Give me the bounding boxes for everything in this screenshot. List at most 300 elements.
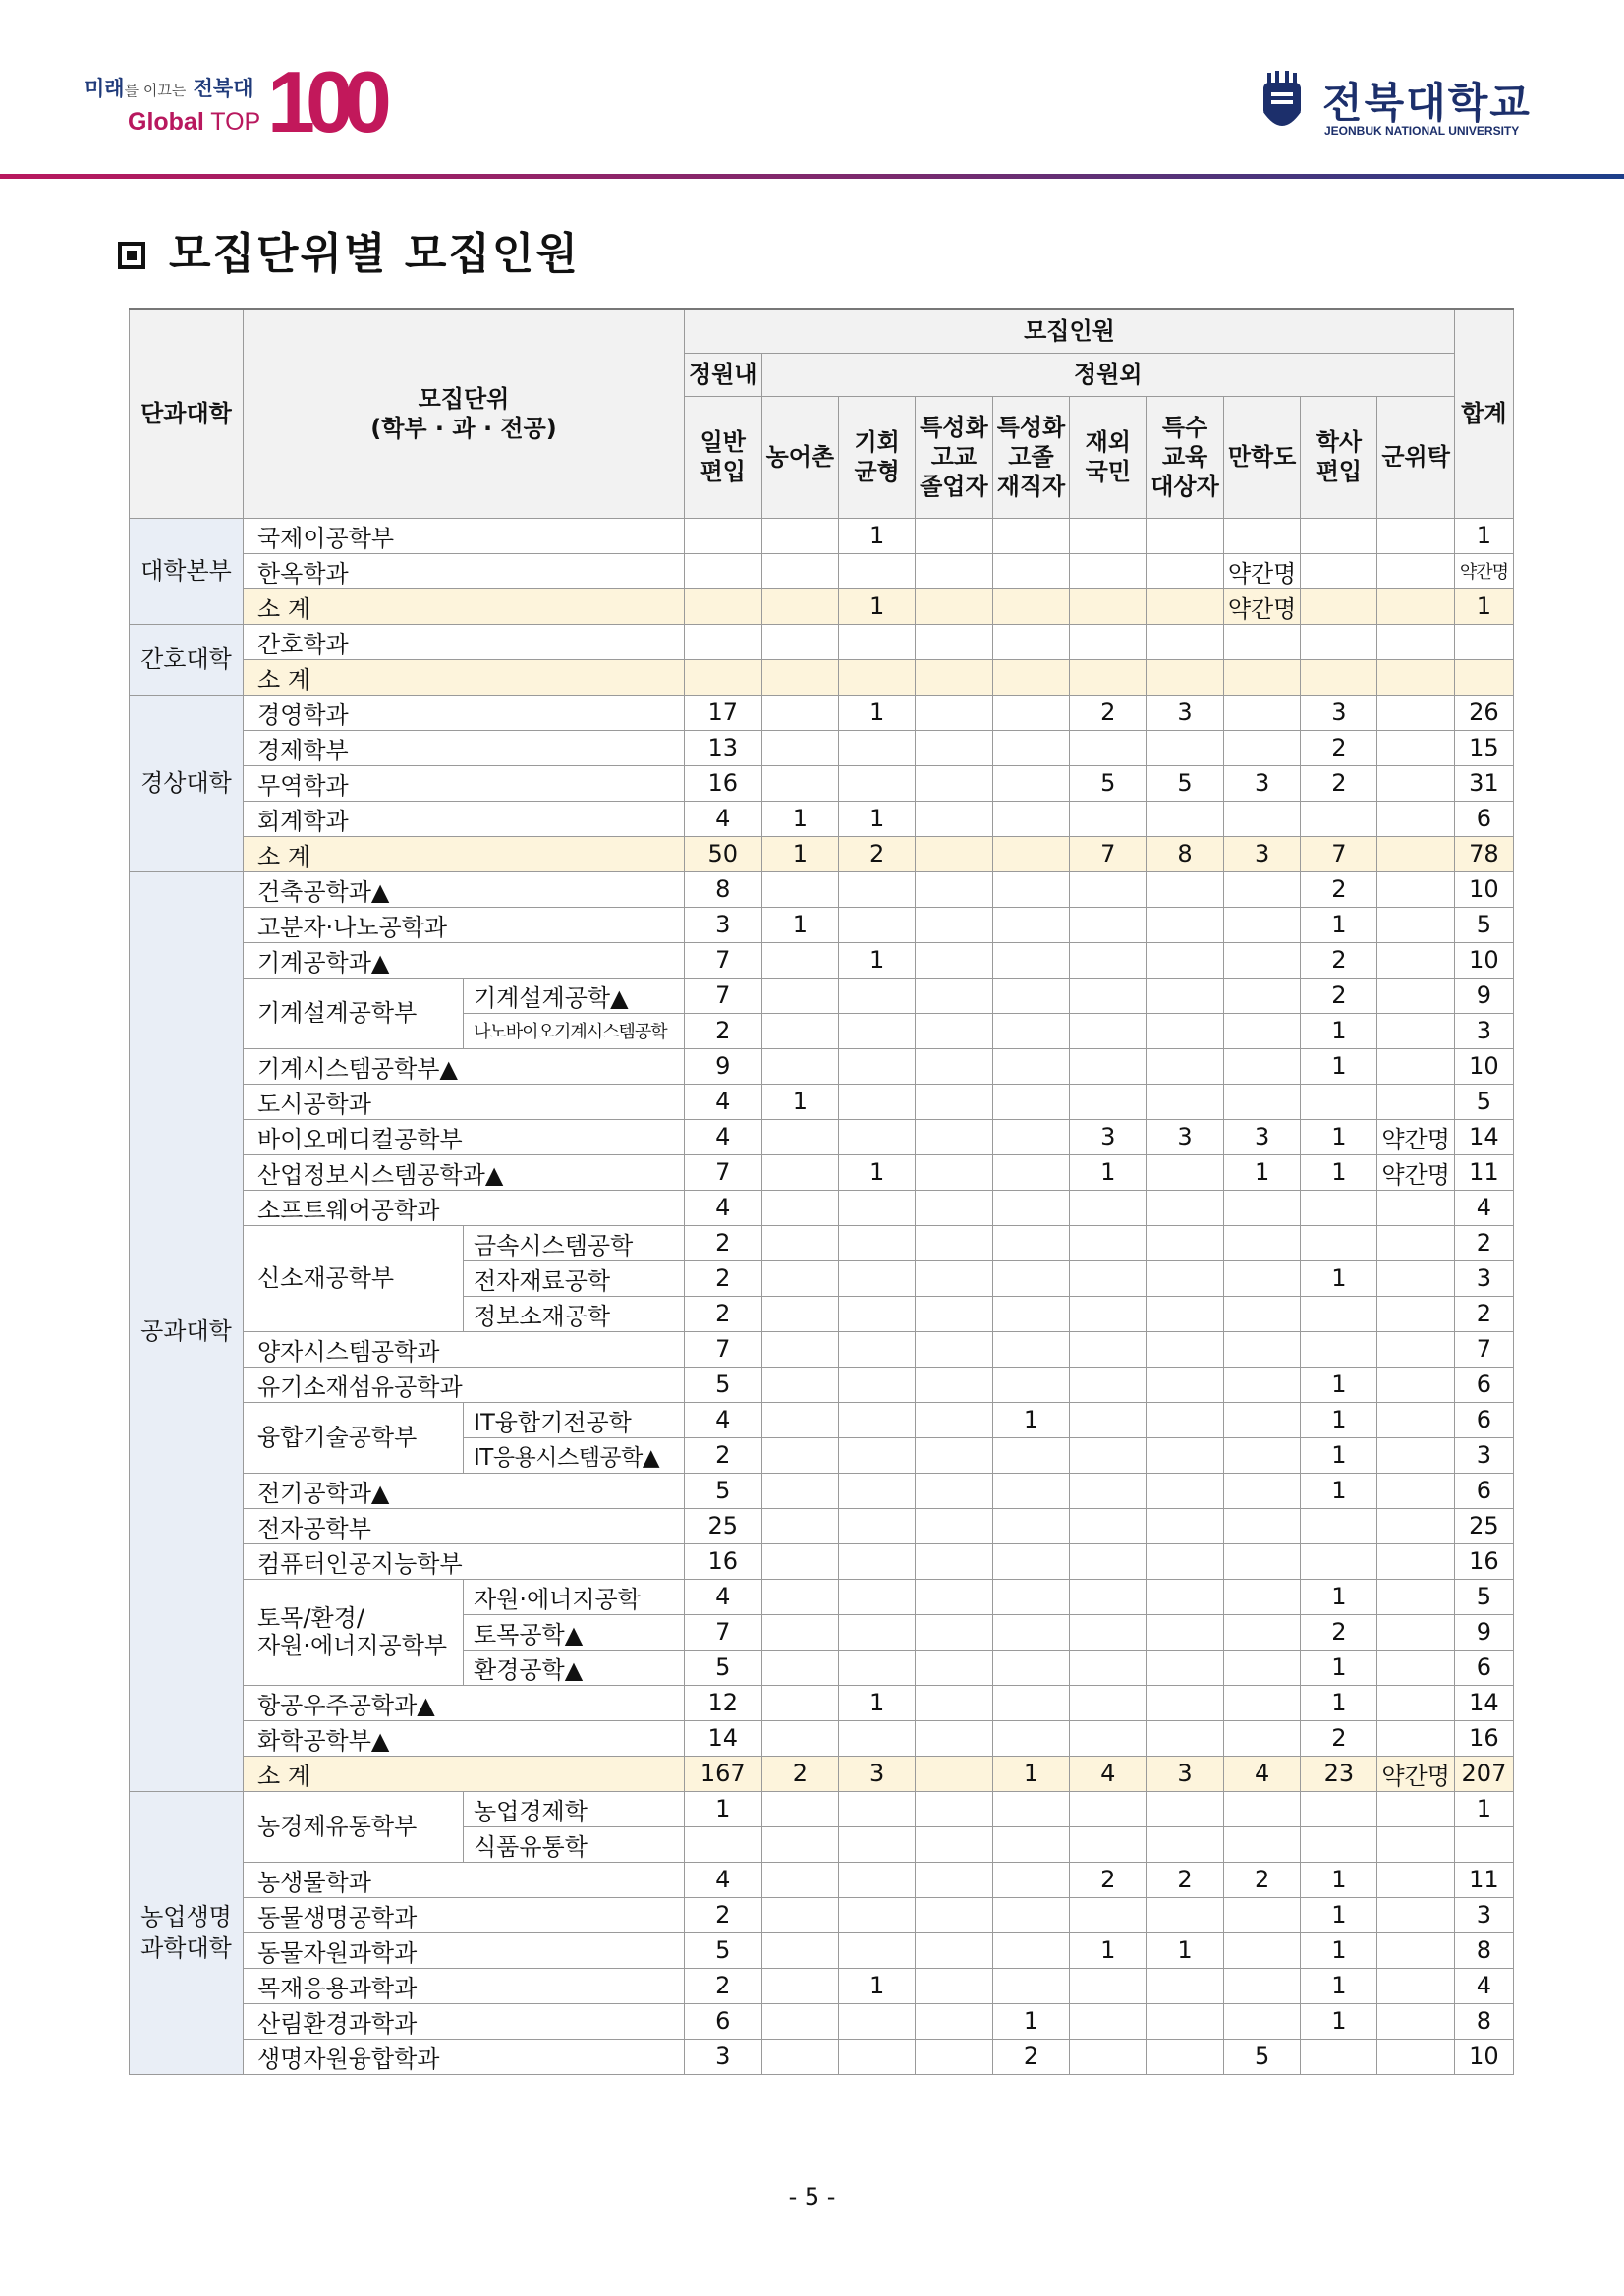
count-cell (839, 1225, 916, 1260)
count-cell (1301, 1225, 1377, 1260)
count-cell (1147, 1473, 1224, 1508)
count-cell (839, 659, 916, 695)
count-cell: 16 (685, 1543, 762, 1579)
count-cell (1301, 588, 1377, 624)
count-cell: 약간명 (1377, 1154, 1455, 1190)
count-cell (1377, 659, 1455, 695)
header-text: 특성화 (920, 414, 988, 441)
count-cell (1147, 518, 1224, 553)
count-cell: 1 (839, 1968, 916, 2003)
count-cell (1147, 1048, 1224, 1084)
count-cell (916, 1119, 993, 1154)
unit-group-cell (244, 1791, 464, 1862)
count-cell: 1 (1070, 1932, 1147, 1968)
count-cell (1147, 730, 1224, 765)
unit-group-cell (244, 1579, 464, 1685)
count-cell (1223, 518, 1301, 553)
count-cell (916, 1154, 993, 1190)
unit-name: 기계시스템공학부▲ (244, 1048, 685, 1084)
count-cell (1377, 1367, 1455, 1402)
count-cell: 3 (1147, 1756, 1224, 1791)
count-cell: 7 (685, 942, 762, 978)
count-cell (761, 1367, 839, 1402)
count-cell: 2 (761, 1756, 839, 1791)
subtotal-row (130, 836, 1514, 871)
count-cell (761, 1154, 839, 1190)
count-cell (916, 1331, 993, 1367)
major-name: 토목공학▲ (464, 1614, 685, 1650)
count-cell: 3 (1223, 1119, 1301, 1154)
count-cell (839, 624, 916, 659)
count-cell: 7 (685, 1614, 762, 1650)
count-cell (1223, 1190, 1301, 1225)
subtotal-row (130, 1756, 1514, 1791)
count-cell: 2 (992, 2039, 1070, 2074)
count-cell (992, 1048, 1070, 1084)
header-text: 재직자 (996, 473, 1066, 500)
count-cell (1377, 871, 1455, 907)
table-row (130, 801, 1514, 836)
count-cell (916, 553, 993, 588)
total-cell: 78 (1454, 836, 1513, 871)
count-cell (839, 907, 916, 942)
unit-name: 화학공학부▲ (244, 1720, 685, 1756)
count-cell: 1 (761, 1084, 839, 1119)
slogan-top-line (84, 73, 252, 102)
count-cell (1147, 1296, 1224, 1331)
count-cell (1147, 1543, 1224, 1579)
count-cell (992, 1897, 1070, 1932)
count-cell (761, 1473, 839, 1508)
count-cell: 167 (685, 1756, 762, 1791)
header-col-6 (1147, 396, 1224, 518)
major-name: 식품유통학 (464, 1826, 685, 1862)
count-cell (839, 1932, 916, 1968)
count-cell: 1 (1147, 1932, 1224, 1968)
count-cell (839, 730, 916, 765)
count-cell (1070, 1296, 1147, 1331)
total-cell: 6 (1454, 801, 1513, 836)
header-text: 고교 (930, 443, 978, 471)
count-cell (1070, 2039, 1147, 2074)
unit-group-name: 토목/환경/ (257, 1604, 364, 1632)
unit-name: 산림환경과학과 (244, 2003, 685, 2039)
count-cell (1301, 659, 1377, 695)
count-cell: 23 (1301, 1756, 1377, 1791)
count-cell: 약간명 (1377, 1119, 1455, 1154)
count-cell (1377, 624, 1455, 659)
count-cell (1301, 1826, 1377, 1862)
count-cell: 5 (1147, 765, 1224, 801)
count-cell (1223, 942, 1301, 978)
count-cell (1070, 1437, 1147, 1473)
count-cell (916, 1826, 993, 1862)
count-cell: 2 (1223, 1862, 1301, 1897)
count-cell (916, 978, 993, 1013)
count-cell (916, 1791, 993, 1826)
unit-name: 무역학과 (244, 765, 685, 801)
total-cell: 5 (1454, 1084, 1513, 1119)
header-divider (0, 174, 1624, 179)
unit-name: 한옥학과 (244, 553, 685, 588)
unit-name: 생명자원융합학과 (244, 2039, 685, 2074)
count-cell (1070, 1720, 1147, 1756)
count-cell (916, 1190, 993, 1225)
subtotal-label: 소 계 (244, 1756, 685, 1791)
header-text: 교육 (1161, 443, 1208, 471)
count-cell (1070, 1367, 1147, 1402)
unit-group-name: 신소재공학부 (257, 1264, 395, 1292)
count-cell (992, 1685, 1070, 1720)
count-cell (1223, 1543, 1301, 1579)
count-cell (916, 836, 993, 871)
count-cell (1070, 1791, 1147, 1826)
count-cell: 1 (839, 1154, 916, 1190)
count-cell (1223, 1437, 1301, 1473)
major-name: IT융합기전공학 (464, 1402, 685, 1437)
count-cell (761, 2039, 839, 2074)
total-cell: 6 (1454, 1650, 1513, 1685)
count-cell (992, 553, 1070, 588)
count-cell: 5 (685, 1367, 762, 1402)
count-cell (839, 1862, 916, 1897)
header-text: 학사 (1316, 428, 1363, 456)
count-cell (992, 1932, 1070, 1968)
count-cell (1147, 1260, 1224, 1296)
square-bullet-icon (118, 242, 145, 269)
count-cell: 7 (1301, 836, 1377, 871)
count-cell (916, 765, 993, 801)
count-cell (916, 1508, 993, 1543)
college-cell (130, 695, 244, 871)
count-cell (992, 801, 1070, 836)
count-cell: 7 (685, 1331, 762, 1367)
count-cell (1070, 978, 1147, 1013)
count-cell (839, 1614, 916, 1650)
count-cell (1377, 1579, 1455, 1614)
count-cell (839, 2003, 916, 2039)
college-name: 농업생명 (140, 1903, 232, 1931)
count-cell (916, 907, 993, 942)
count-cell (1147, 1013, 1224, 1048)
total-cell: 207 (1454, 1756, 1513, 1791)
total-cell: 9 (1454, 1614, 1513, 1650)
unit-name: 경제학부 (244, 730, 685, 765)
count-cell (685, 1826, 762, 1862)
count-cell: 4 (685, 801, 762, 836)
count-cell (992, 942, 1070, 978)
count-cell: 3 (685, 2039, 762, 2074)
count-cell (916, 1543, 993, 1579)
count-cell (761, 871, 839, 907)
count-cell (761, 1720, 839, 1756)
count-cell (1223, 978, 1301, 1013)
count-cell (761, 1508, 839, 1543)
header-text: 군위탁 (1381, 443, 1450, 471)
count-cell: 5 (1223, 2039, 1301, 2074)
table-row (130, 1862, 1514, 1897)
unit-name: 유기소재섬유공학과 (244, 1367, 685, 1402)
unit-name: 전자공학부 (244, 1508, 685, 1543)
count-cell (839, 1260, 916, 1296)
count-cell: 2 (685, 1260, 762, 1296)
count-cell (1377, 1048, 1455, 1084)
count-cell: 4 (685, 1084, 762, 1119)
major-name: 농업경제학 (464, 1791, 685, 1826)
subtotal-label: 소 계 (244, 588, 685, 624)
count-cell (1223, 1296, 1301, 1331)
count-cell: 13 (685, 730, 762, 765)
unit-name: 국제이공학부 (244, 518, 685, 553)
unit-name: 컴퓨터인공지능학부 (244, 1543, 685, 1579)
count-cell: 4 (685, 1190, 762, 1225)
count-cell: 7 (1070, 836, 1147, 871)
count-cell (1223, 1826, 1301, 1862)
header-unit (244, 309, 685, 518)
count-cell (1070, 1508, 1147, 1543)
count-cell (761, 1190, 839, 1225)
header-text: 특성화 (996, 414, 1066, 441)
header-col-4 (992, 396, 1070, 518)
count-cell: 2 (685, 1296, 762, 1331)
count-cell (1301, 1508, 1377, 1543)
count-cell (1223, 2003, 1301, 2039)
count-cell (685, 659, 762, 695)
table-row (130, 1720, 1514, 1756)
count-cell: 1 (1301, 907, 1377, 942)
count-cell (839, 1402, 916, 1437)
header-text: 재외 (1085, 428, 1131, 456)
count-cell: 50 (685, 836, 762, 871)
unit-group-name: 자원·에너지공학부 (257, 1632, 448, 1659)
count-cell (1377, 942, 1455, 978)
count-cell: 약간명 (1223, 553, 1301, 588)
count-cell (839, 765, 916, 801)
table-row (130, 1897, 1514, 1932)
count-cell: 3 (839, 1756, 916, 1791)
total-cell: 2 (1454, 1296, 1513, 1331)
count-cell (1377, 1437, 1455, 1473)
total-cell: 9 (1454, 978, 1513, 1013)
subtotal-label: 소 계 (244, 659, 685, 695)
count-cell (761, 553, 839, 588)
count-cell (1377, 1402, 1455, 1437)
total-cell: 3 (1454, 1437, 1513, 1473)
university-crest-icon (1258, 69, 1307, 138)
count-cell (1223, 1897, 1301, 1932)
count-cell: 1 (1223, 1154, 1301, 1190)
count-cell (1223, 624, 1301, 659)
count-cell: 7 (685, 1154, 762, 1190)
count-cell (1070, 942, 1147, 978)
count-cell (992, 1296, 1070, 1331)
count-cell (916, 1013, 993, 1048)
recruitment-table (129, 308, 1514, 2075)
count-cell (761, 1048, 839, 1084)
header-recruit: 모집인원 (685, 309, 1455, 353)
table-row (130, 1791, 1514, 1826)
count-cell (1070, 871, 1147, 907)
unit-name: 동물자원과학과 (244, 1932, 685, 1968)
count-cell (685, 624, 762, 659)
table-row (130, 730, 1514, 765)
unit-name: 목재응용과학과 (244, 1968, 685, 2003)
count-cell (761, 978, 839, 1013)
unit-group-cell (244, 978, 464, 1048)
count-cell (1147, 978, 1224, 1013)
count-cell (761, 2003, 839, 2039)
count-cell (1301, 1791, 1377, 1826)
count-cell (1377, 518, 1455, 553)
count-cell (992, 1720, 1070, 1756)
count-cell: 8 (1147, 836, 1224, 871)
college-cell (130, 871, 244, 1791)
count-cell: 2 (1301, 1720, 1377, 1756)
count-cell (992, 871, 1070, 907)
count-cell (1223, 1685, 1301, 1720)
count-cell: 1 (1301, 1154, 1377, 1190)
count-cell (1301, 624, 1377, 659)
college-cell (130, 1791, 244, 2074)
count-cell (1070, 659, 1147, 695)
count-cell (761, 1402, 839, 1437)
header-total: 합계 (1454, 309, 1513, 518)
table-row (130, 1402, 1514, 1437)
count-cell (1070, 1650, 1147, 1685)
count-cell (1147, 1614, 1224, 1650)
count-cell (839, 553, 916, 588)
count-cell (1377, 907, 1455, 942)
total-cell: 16 (1454, 1543, 1513, 1579)
count-cell (839, 1791, 916, 1826)
unit-name: 농생물학과 (244, 1862, 685, 1897)
count-cell: 4 (1070, 1756, 1147, 1791)
table-row (130, 942, 1514, 978)
count-cell (1377, 1296, 1455, 1331)
unit-name: 건축공학과▲ (244, 871, 685, 907)
count-cell (1147, 1402, 1224, 1437)
count-cell (992, 907, 1070, 942)
count-cell: 6 (685, 2003, 762, 2039)
header-college: 단과대학 (130, 309, 244, 518)
count-cell (1223, 1791, 1301, 1826)
count-cell (1070, 2003, 1147, 2039)
page-title-text: 모집단위별 모집인원 (169, 229, 580, 279)
count-cell (1223, 1650, 1301, 1685)
count-cell: 2 (839, 836, 916, 871)
count-cell (761, 695, 839, 730)
count-cell (761, 730, 839, 765)
count-cell (1070, 1543, 1147, 1579)
count-cell (992, 978, 1070, 1013)
count-cell: 3 (1070, 1119, 1147, 1154)
count-cell (839, 1720, 916, 1756)
total-cell: 10 (1454, 871, 1513, 907)
count-cell (1301, 801, 1377, 836)
count-cell (992, 1543, 1070, 1579)
count-cell (1223, 1402, 1301, 1437)
major-name: 나노바이오기계시스템공학 (464, 1013, 685, 1048)
count-cell: 2 (685, 1013, 762, 1048)
count-cell (1147, 624, 1224, 659)
unit-name: 회계학과 (244, 801, 685, 836)
count-cell (992, 1225, 1070, 1260)
count-cell (992, 518, 1070, 553)
count-cell: 17 (685, 695, 762, 730)
count-cell (1147, 1331, 1224, 1367)
count-cell (1070, 624, 1147, 659)
count-cell (1147, 1720, 1224, 1756)
count-cell (1301, 1190, 1377, 1225)
count-cell (1147, 1791, 1224, 1826)
table-row (130, 1367, 1514, 1402)
slogan-word-lead: 를 이끄는 (124, 82, 187, 99)
count-cell (1301, 1331, 1377, 1367)
unit-group-name: 기계설계공학부 (257, 999, 418, 1027)
unit-name: 고분자·나노공학과 (244, 907, 685, 942)
total-cell (1454, 624, 1513, 659)
count-cell (761, 1579, 839, 1614)
count-cell: 약간명 (1377, 1756, 1455, 1791)
count-cell (1377, 1862, 1455, 1897)
count-cell (1070, 1225, 1147, 1260)
count-cell: 2 (685, 1437, 762, 1473)
count-cell (839, 1331, 916, 1367)
count-cell (1147, 659, 1224, 695)
count-cell: 2 (1301, 978, 1377, 1013)
count-cell (1147, 553, 1224, 588)
unit-group-name: 융합기술공학부 (257, 1424, 418, 1451)
count-cell (1070, 553, 1147, 588)
unit-name: 산업정보시스템공학과▲ (244, 1154, 685, 1190)
count-cell (1377, 695, 1455, 730)
count-cell (992, 1190, 1070, 1225)
count-cell (992, 1579, 1070, 1614)
total-cell: 6 (1454, 1402, 1513, 1437)
count-cell (761, 1225, 839, 1260)
major-name: 전자재료공학 (464, 1260, 685, 1296)
unit-group-cell (244, 1225, 464, 1331)
count-cell (992, 1473, 1070, 1508)
college-cell (130, 624, 244, 695)
table-row (130, 553, 1514, 588)
count-cell: 5 (685, 1650, 762, 1685)
count-cell: 1 (1301, 2003, 1377, 2039)
count-cell: 1 (1301, 1119, 1377, 1154)
count-cell (685, 553, 762, 588)
count-cell (761, 1826, 839, 1862)
table-row (130, 1048, 1514, 1084)
total-cell: 3 (1454, 1260, 1513, 1296)
total-cell: 약간명 (1454, 553, 1513, 588)
count-cell (1147, 1154, 1224, 1190)
count-cell: 2 (1301, 942, 1377, 978)
total-cell: 10 (1454, 2039, 1513, 2074)
count-cell (916, 1084, 993, 1119)
count-cell (1147, 1579, 1224, 1614)
count-cell: 1 (1301, 1897, 1377, 1932)
count-cell (839, 1119, 916, 1154)
count-cell (761, 624, 839, 659)
count-cell (1070, 1260, 1147, 1296)
count-cell (1147, 942, 1224, 978)
count-cell (916, 1968, 993, 2003)
total-cell: 7 (1454, 1331, 1513, 1367)
count-cell (839, 2039, 916, 2074)
unit-name: 경영학과 (244, 695, 685, 730)
count-cell (839, 978, 916, 1013)
count-cell (916, 1367, 993, 1402)
